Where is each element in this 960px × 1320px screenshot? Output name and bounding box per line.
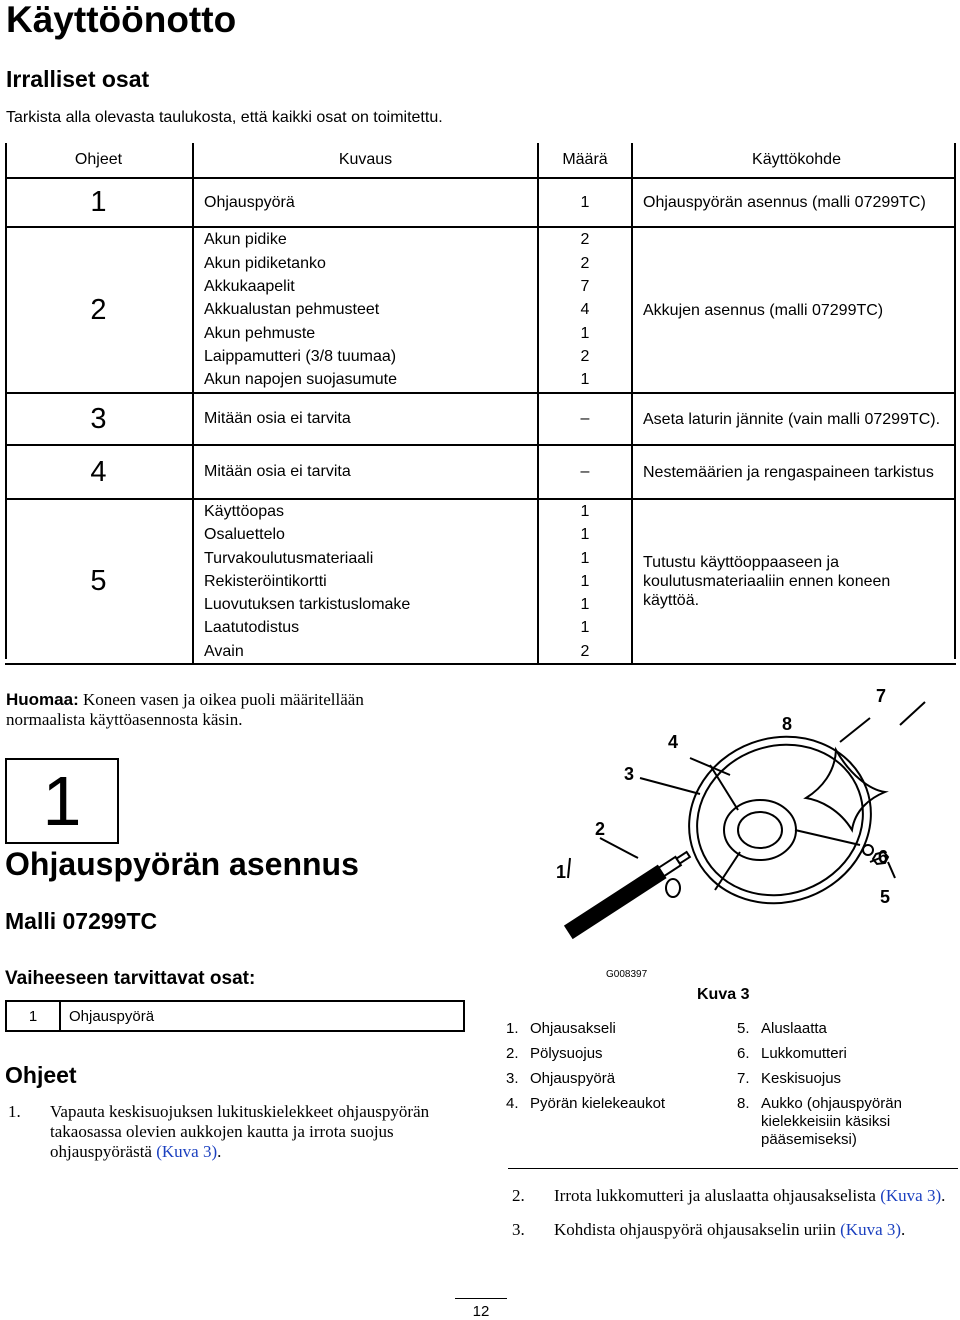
instruction-text: Vapauta keskisuojuksen lukituskielekkeet ohjauspyörän takaosassa olevien aukkojen kautta ja irrota suojus ohjauspyörästä [50,1102,430,1161]
row-usage: Tutustu käyttöoppaaseen ja koulutusmateriaaliin ennen koneen käyttöä. [632,499,956,664]
row-usage: Aseta laturin jännite (vain malli 07299TC). [632,393,956,445]
legend-label: Aluslaatta [761,1020,827,1037]
section-title: Irralliset osat [6,66,150,92]
part-name: Laippamutteri (3/8 tuumaa) [204,347,397,365]
row-quantity [538,178,632,227]
figure-callout: 5 [880,887,891,907]
part-qty: 1 [580,371,590,389]
part-name: Mitään osia ei tarvita [204,463,351,481]
row-step: 3 [5,393,193,445]
instruction-item [512,1186,952,1206]
part-qty: 1 [580,503,590,520]
legend-divider [508,1168,958,1169]
part-name: Turvakoulutusmateriaali [204,549,374,567]
legend-item [737,1045,952,1063]
table-row [5,445,956,499]
instruction-item [512,1220,952,1240]
row-description [193,445,538,499]
steering-wheel-diagram [540,680,960,980]
figure-callout: 8 [782,714,793,734]
legend-number: 7. [737,1070,750,1087]
part-name: Akkukaapelit [204,278,295,296]
needed-part-qty: 1 [6,1001,60,1031]
instruction-item [8,1102,470,1162]
legend-label: Ohjauspyörä [530,1070,616,1087]
part-qty: 1 [580,324,590,342]
row-usage: Akkujen asennus (malli 07299TC) [632,227,956,393]
part-qty: 1 [580,596,590,614]
note-text: Koneen vasen ja oikea puoli määritellään normaalista käyttöasennosta käsin. [6,690,364,729]
header-description: Kuvaus [193,143,538,178]
part-qty: 1 [580,549,590,567]
needed-parts-heading: Vaiheeseen tarvittavat osat: [5,968,256,989]
part-qty: – [580,463,590,481]
legend-number: 4. [506,1095,519,1112]
part-name: Luovutuksen tarkistuslomake [204,596,411,614]
instruction-end: . [941,1186,946,1205]
table-row [5,393,956,445]
figure-callout: 6 [878,847,889,867]
legend-item [737,1020,952,1038]
parts-table-header [5,143,956,178]
needed-part-name: Ohjauspyörä [60,1001,464,1031]
part-qty: 2 [580,231,590,249]
step-number: 1 [5,758,119,844]
instruction-end: . [217,1142,222,1161]
figure-legend-left [506,1020,721,1113]
figure-callout: 2 [595,819,606,839]
step-title: Ohjauspyörän asennus [5,846,359,882]
part-name: Mitään osia ei tarvita [204,410,351,428]
row-quantity [538,445,632,499]
legend-item [737,1095,952,1149]
row-quantity [538,393,632,445]
row-description [193,178,538,227]
legend-label: Pölysuojus [530,1045,603,1062]
part-name: Laatutodistus [204,619,300,637]
part-qty: 1 [580,572,590,590]
figure-callout: 3 [624,764,635,784]
figure-callout: 4 [668,732,679,752]
table-row [6,1001,464,1031]
part-name: Akun pidiketanko [204,254,326,272]
part-qty: 1 [580,526,590,544]
legend-item [506,1045,721,1063]
header-quantity: Määrä [538,143,632,178]
table-row [5,499,956,664]
instruction-number: 1. [8,1102,21,1121]
header-usage: Käyttökohde [632,143,956,178]
legend-number: 5. [737,1020,750,1037]
part-name: Akun napojen suojasumute [204,371,398,389]
figure-link[interactable]: (Kuva 3) [840,1220,902,1239]
legend-item [506,1070,721,1088]
page-number: 12 [472,1303,490,1320]
legend-number: 1. [506,1020,519,1037]
instruction-text: Kohdista ohjauspyörä ohjausakselin uriin [554,1220,836,1239]
part-qty: 2 [580,254,590,272]
legend-label: Keskisuojus [761,1070,842,1087]
parts-table [5,143,956,665]
figure-callout: 1 [556,862,567,882]
legend-number: 3. [506,1070,519,1087]
part-qty: 2 [580,347,590,365]
part-qty: 1 [580,619,590,637]
instruction-number: 2. [512,1186,525,1205]
instructions-heading: Ohjeet [5,1062,77,1088]
legend-item [737,1070,952,1088]
instruction-end: . [901,1220,906,1239]
part-name: Rekisteröintikortti [204,572,327,590]
table-row [5,227,956,393]
row-quantity [538,499,632,664]
legend-number: 6. [737,1045,750,1062]
legend-label: Ohjausakseli [530,1020,616,1037]
table-row [5,178,956,227]
instruction-list-continued [512,1186,952,1240]
model-label: Malli 07299TC [5,908,158,934]
instruction-text: Irrota lukkomutteri ja aluslaatta ohjausakselista [554,1186,876,1205]
part-qty: 7 [580,278,590,296]
row-step: 5 [5,499,193,664]
part-name: Akkualustan pehmusteet [204,301,380,319]
figure-legend-right [737,1020,952,1149]
page-number-rule [455,1298,507,1299]
legend-label: Pyörän kielekeaukot [530,1095,666,1112]
part-qty: 4 [580,301,590,319]
part-name: Akun pehmuste [204,324,316,342]
part-name: Käyttöopas [204,503,285,520]
figure-link[interactable]: (Kuva 3) [156,1142,218,1161]
intro-text: Tarkista alla olevasta taulukosta, että kaikki osat on toimitettu. [6,109,443,126]
legend-number: 8. [737,1095,750,1112]
figure-caption: Kuva 3 [697,986,750,1003]
page-heading: Käyttöönotto [6,0,237,40]
row-usage: Ohjauspyörän asennus (malli 07299TC) [632,178,956,227]
part-name: Avain [204,642,244,660]
instruction-number: 3. [512,1220,525,1239]
figure-callout: 7 [876,686,887,706]
row-description [193,499,538,664]
instruction-list [8,1102,470,1162]
figure-link[interactable]: (Kuva 3) [880,1186,942,1205]
figure-code: G008397 [606,969,648,980]
note-label: Huomaa: [6,690,79,709]
row-usage: Nestemäärien ja rengaspaineen tarkistus [632,445,956,499]
part-qty: 1 [580,193,590,211]
row-description [193,393,538,445]
part-name: Akun pidike [204,231,287,249]
row-step: 1 [5,178,193,227]
legend-label: Aukko (ohjauspyörän kielekkeisiin käsiksi pääsemiseksi) [761,1095,902,1148]
legend-label: Lukkomutteri [761,1045,847,1062]
note [6,690,446,730]
legend-number: 2. [506,1045,519,1062]
part-name: Osaluettelo [204,526,285,544]
needed-parts-table [5,1000,465,1032]
header-instructions: Ohjeet [5,143,193,178]
legend-item [506,1095,721,1113]
row-step: 2 [5,227,193,393]
part-qty: – [580,410,590,428]
part-name: Ohjauspyörä [204,193,295,211]
row-description [193,227,538,393]
legend-item [506,1020,721,1038]
part-qty: 2 [580,642,590,660]
row-step: 4 [5,445,193,499]
row-quantity [538,227,632,393]
